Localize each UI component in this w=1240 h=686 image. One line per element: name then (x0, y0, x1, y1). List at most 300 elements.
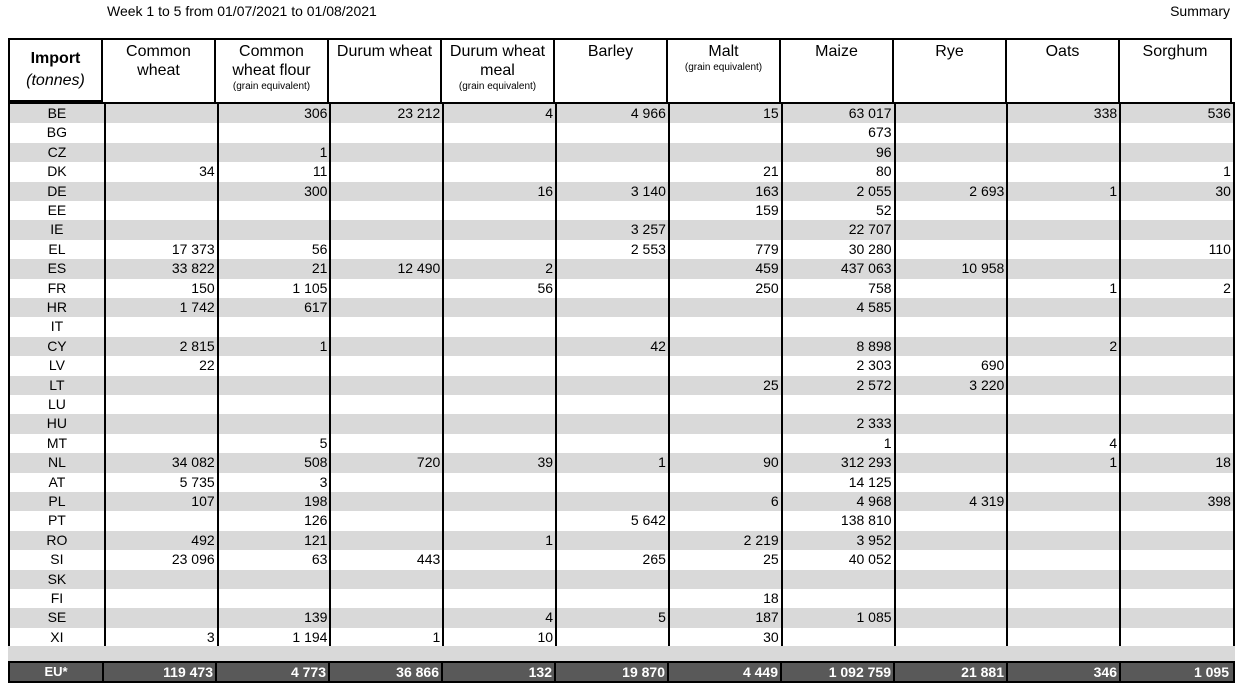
table-cell (1119, 143, 1233, 162)
table-cell (329, 608, 442, 627)
table-cell: 1 105 (217, 279, 330, 298)
table-cell: 30 280 (781, 240, 894, 259)
import-header-cell (8, 38, 101, 102)
table-cell: 1 194 (217, 628, 330, 647)
table-cell: 1 (329, 628, 442, 647)
table-row (10, 376, 1233, 395)
table-cell (555, 473, 668, 492)
country-code: MT (46, 434, 68, 451)
table-cell (555, 376, 668, 395)
table-cell (894, 279, 1007, 298)
table-cell (894, 473, 1007, 492)
total-cell: 1 092 759 (780, 663, 893, 681)
table-cell: 4 966 (555, 104, 668, 123)
table-cell (1119, 376, 1233, 395)
table-cell (329, 356, 442, 375)
summary-label: Summary (1170, 3, 1230, 19)
table-cell: 10 958 (894, 259, 1007, 278)
table-cell (555, 395, 668, 414)
table-cell (329, 279, 442, 298)
table-cell (1006, 628, 1119, 647)
table-separator (8, 646, 1235, 661)
table-cell: 3 140 (555, 182, 668, 201)
column-header (892, 38, 1005, 102)
country-code: NL (47, 454, 66, 471)
table-cell: 1 (442, 531, 555, 550)
table-cell: 2 (442, 259, 555, 278)
table-row (10, 550, 1233, 569)
table-cell: 198 (217, 492, 330, 511)
country-code: ES (47, 260, 67, 277)
table-cell: 1 (1006, 279, 1119, 298)
column-header-label: Common wheat (126, 43, 191, 79)
table-cell (104, 434, 217, 453)
table-cell (555, 356, 668, 375)
table-cell: 90 (668, 453, 781, 472)
table-cell (442, 395, 555, 414)
table-cell (1006, 414, 1119, 433)
table-cell: 617 (217, 298, 330, 317)
table-cell: 5 735 (104, 473, 217, 492)
table-cell: 10 (442, 628, 555, 647)
table-cell: 6 (668, 492, 781, 511)
table-row (10, 259, 1233, 278)
table-cell (1119, 414, 1233, 433)
table-cell: 3 (104, 628, 217, 647)
table-cell: 673 (781, 123, 894, 142)
table-cell (329, 570, 442, 589)
table-cell (329, 220, 442, 239)
table-cell: 159 (668, 201, 781, 220)
table-cell (1006, 240, 1119, 259)
table-cell: 34 082 (104, 453, 217, 472)
table-cell: 126 (217, 511, 330, 530)
table-cell (1006, 376, 1119, 395)
country-code: FI (50, 590, 64, 606)
column-header (440, 38, 553, 102)
table-cell (442, 434, 555, 453)
table-cell (1119, 201, 1233, 220)
table-cell: 250 (668, 279, 781, 298)
table-row (10, 240, 1233, 259)
table-cell (668, 317, 781, 336)
table-row (10, 220, 1233, 239)
table-row (10, 531, 1233, 550)
table-cell: 39 (442, 453, 555, 472)
table-cell (555, 298, 668, 317)
table-cell: 306 (217, 104, 330, 123)
table-cell: 17 373 (104, 240, 217, 259)
table-cell: 3 952 (781, 531, 894, 550)
table-cell: 30 (1119, 182, 1233, 201)
table-cell (329, 473, 442, 492)
table-cell (1119, 298, 1233, 317)
table-cell (217, 317, 330, 336)
table-cell (555, 259, 668, 278)
report-period: Week 1 to 5 from 01/07/2021 to 01/08/2021 (107, 3, 377, 19)
table-cell: 690 (894, 356, 1007, 375)
total-cell: 19 870 (554, 663, 667, 681)
table-row (10, 434, 1233, 453)
table-cell: 8 898 (781, 337, 894, 356)
table-cell: 1 (555, 453, 668, 472)
table-cell (555, 589, 668, 608)
table-cell (1119, 434, 1233, 453)
table-cell: 40 052 (781, 550, 894, 569)
country-code: IE (50, 221, 64, 238)
table-cell: 25 (668, 376, 781, 395)
table-cell (217, 356, 330, 375)
table-cell (894, 395, 1007, 414)
table-cell (104, 220, 217, 239)
table-cell (329, 531, 442, 550)
column-header-note: (grain equivalent) (232, 81, 311, 92)
data-table (8, 102, 1235, 646)
table-cell (781, 570, 894, 589)
table-cell (217, 220, 330, 239)
table-cell (217, 395, 330, 414)
table-cell (442, 356, 555, 375)
table-cell (104, 589, 217, 608)
table-cell: 4 (1006, 434, 1119, 453)
table-cell (1006, 317, 1119, 336)
table-cell (555, 201, 668, 220)
country-code: LT (49, 376, 65, 393)
table-cell (668, 473, 781, 492)
table-cell (894, 104, 1007, 123)
column-header-label: Oats (1045, 43, 1080, 60)
table-cell (668, 337, 781, 356)
table-row (10, 162, 1233, 181)
table-cell (442, 589, 555, 608)
table-cell (894, 511, 1007, 530)
table-cell: 2 303 (781, 356, 894, 375)
table-cell (668, 298, 781, 317)
table-cell (442, 414, 555, 433)
table-cell (555, 414, 668, 433)
table-cell: 2 (1119, 279, 1233, 298)
table-cell (1006, 143, 1119, 162)
country-code: HU (46, 415, 68, 432)
table-cell (1006, 395, 1119, 414)
table-cell: 312 293 (781, 453, 894, 472)
table-cell (894, 298, 1007, 317)
table-cell (442, 143, 555, 162)
table-cell (894, 162, 1007, 181)
table-cell: 34 (104, 162, 217, 181)
table-cell (329, 511, 442, 530)
table-row (10, 570, 1233, 589)
table-cell (329, 162, 442, 181)
table-cell: 25 (668, 550, 781, 569)
table-cell (668, 356, 781, 375)
column-header-label: Common wheat flour (232, 43, 311, 79)
table-cell (894, 143, 1007, 162)
table-cell: 4 968 (781, 492, 894, 511)
table-row (10, 143, 1233, 162)
table-cell: 42 (555, 337, 668, 356)
table-cell (555, 570, 668, 589)
table-cell: 2 815 (104, 337, 217, 356)
table-cell (668, 220, 781, 239)
total-label: EU* (44, 664, 68, 679)
table-cell: 5 642 (555, 511, 668, 530)
table-cell: 492 (104, 531, 217, 550)
table-cell: 150 (104, 279, 217, 298)
table-row (10, 453, 1233, 472)
table-row (10, 317, 1233, 336)
table-cell (442, 337, 555, 356)
table-cell (217, 123, 330, 142)
table-cell: 1 (217, 337, 330, 356)
table-cell (894, 453, 1007, 472)
table-row (10, 492, 1233, 511)
table-cell (781, 317, 894, 336)
column-header-label: Barley (587, 43, 634, 60)
table-cell: 63 (217, 550, 330, 569)
table-cell (1006, 298, 1119, 317)
table-cell (1119, 317, 1233, 336)
table-cell (668, 143, 781, 162)
table-cell: 56 (442, 279, 555, 298)
table-cell: 63 017 (781, 104, 894, 123)
table-cell (555, 123, 668, 142)
table-cell (329, 337, 442, 356)
column-header-label: Malt (708, 43, 739, 60)
table-cell (894, 123, 1007, 142)
table-cell (894, 240, 1007, 259)
table-cell (781, 628, 894, 647)
table-cell: 30 (668, 628, 781, 647)
table-cell (104, 201, 217, 220)
country-code: PT (47, 512, 66, 529)
table-cell (781, 589, 894, 608)
table-cell (217, 201, 330, 220)
table-cell (442, 201, 555, 220)
table-row (10, 356, 1233, 375)
table-cell (894, 201, 1007, 220)
table-cell: 12 490 (329, 259, 442, 278)
table-cell (668, 123, 781, 142)
total-cell: 21 881 (893, 663, 1006, 681)
table-cell (1119, 628, 1233, 647)
table-cell (1006, 511, 1119, 530)
table-cell: 2 553 (555, 240, 668, 259)
table-cell (1119, 395, 1233, 414)
table-row (10, 511, 1233, 530)
table-cell (1006, 162, 1119, 181)
table-row (10, 628, 1233, 647)
table-cell (1006, 123, 1119, 142)
table-cell (668, 434, 781, 453)
table-cell: 56 (217, 240, 330, 259)
country-code: AT (48, 473, 66, 490)
table-row (10, 104, 1233, 123)
table-cell (329, 240, 442, 259)
country-code: RO (46, 531, 68, 548)
table-cell (894, 531, 1007, 550)
table-cell (1006, 220, 1119, 239)
table-cell: 1 (1119, 162, 1233, 181)
table-cell (442, 317, 555, 336)
table-cell: 2 572 (781, 376, 894, 395)
table-cell (555, 143, 668, 162)
country-code: LV (48, 357, 65, 374)
table-cell: 3 257 (555, 220, 668, 239)
total-cell: 346 (1006, 663, 1119, 681)
table-cell: 18 (1119, 453, 1233, 472)
table-cell (104, 104, 217, 123)
table-cell: 96 (781, 143, 894, 162)
table-cell (1119, 550, 1233, 569)
table-cell: 23 212 (329, 104, 442, 123)
table-cell: 459 (668, 259, 781, 278)
table-cell (1006, 492, 1119, 511)
table-row (10, 298, 1233, 317)
table-cell: 80 (781, 162, 894, 181)
country-code: CY (47, 337, 67, 354)
table-cell (668, 395, 781, 414)
table-row (10, 201, 1233, 220)
country-code: XI (50, 628, 64, 645)
column-header (327, 38, 440, 102)
table-cell (894, 628, 1007, 647)
country-code: EL (48, 240, 66, 257)
column-header (553, 38, 666, 102)
table-row (10, 337, 1233, 356)
table-row (10, 608, 1233, 627)
import-title: Import (30, 50, 81, 67)
table-cell (329, 395, 442, 414)
column-header (666, 38, 779, 102)
country-code: LU (47, 396, 66, 412)
table-cell (668, 511, 781, 530)
table-cell (329, 414, 442, 433)
table-cell (104, 608, 217, 627)
table-cell (442, 473, 555, 492)
column-header-label: Sorghum (1142, 43, 1208, 60)
table-cell (329, 376, 442, 395)
table-cell (1006, 259, 1119, 278)
table-cell (329, 201, 442, 220)
table-cell: 163 (668, 182, 781, 201)
table-cell: 2 333 (781, 414, 894, 433)
table-cell (442, 376, 555, 395)
table-cell: 23 096 (104, 550, 217, 569)
column-header (1005, 38, 1118, 102)
table-cell (1119, 570, 1233, 589)
country-code: IT (50, 318, 64, 335)
country-code: HR (46, 299, 68, 315)
country-code: DE (47, 182, 67, 199)
table-cell (329, 298, 442, 317)
table-cell: 187 (668, 608, 781, 627)
table-cell (894, 317, 1007, 336)
table-cell (668, 570, 781, 589)
table-cell: 443 (329, 550, 442, 569)
table-cell (104, 395, 217, 414)
country-code: PL (48, 493, 66, 509)
table-cell: 1 085 (781, 608, 894, 627)
table-cell: 2 (1006, 337, 1119, 356)
table-cell (329, 317, 442, 336)
country-code: DK (47, 163, 67, 180)
table-cell (894, 434, 1007, 453)
table-cell: 138 810 (781, 511, 894, 530)
table-cell (1119, 220, 1233, 239)
table-cell: 437 063 (781, 259, 894, 278)
table-row (10, 414, 1233, 433)
table-row (10, 589, 1233, 608)
country-code: BG (46, 124, 68, 141)
table-cell: 107 (104, 492, 217, 511)
table-cell: 1 (1006, 453, 1119, 472)
table-cell (1006, 356, 1119, 375)
column-header-note: (grain equivalent) (684, 62, 763, 73)
country-code: SE (47, 609, 67, 626)
table-cell (217, 376, 330, 395)
table-cell: 4 (442, 608, 555, 627)
table-cell (217, 589, 330, 608)
table-cell: 5 (555, 608, 668, 627)
table-cell: 18 (668, 589, 781, 608)
table-cell (894, 570, 1007, 589)
column-header (1118, 38, 1232, 102)
column-header-label: Durum wheat meal (449, 43, 546, 79)
table-cell (894, 550, 1007, 569)
table-cell (894, 337, 1007, 356)
table-cell (1119, 123, 1233, 142)
column-header (779, 38, 892, 102)
total-cell: 119 473 (102, 663, 215, 681)
table-cell (555, 492, 668, 511)
table-cell (555, 162, 668, 181)
import-unit: (tonnes) (26, 72, 85, 89)
table-cell (894, 608, 1007, 627)
table-cell: 2 055 (781, 182, 894, 201)
table-cell: 33 822 (104, 259, 217, 278)
table-cell (1006, 473, 1119, 492)
table-cell (217, 414, 330, 433)
table-cell (217, 570, 330, 589)
table-cell (442, 162, 555, 181)
table-cell: 779 (668, 240, 781, 259)
table-cell (329, 182, 442, 201)
table-cell (442, 492, 555, 511)
table-cell: 2 693 (894, 182, 1007, 201)
country-code: FR (47, 279, 67, 296)
table-cell: 21 (217, 259, 330, 278)
table-cell: 720 (329, 453, 442, 472)
table-cell: 2 219 (668, 531, 781, 550)
table-row (10, 395, 1233, 414)
table-cell (1006, 608, 1119, 627)
table-cell (894, 220, 1007, 239)
table-cell: 1 (217, 143, 330, 162)
table-cell: 139 (217, 608, 330, 627)
table-cell: 1 (1006, 182, 1119, 201)
table-cell: 5 (217, 434, 330, 453)
table-cell (1006, 570, 1119, 589)
table-cell (442, 220, 555, 239)
column-header-label: Rye (935, 43, 964, 60)
table-cell (104, 414, 217, 433)
total-cell: 4 449 (667, 663, 780, 681)
column-header (101, 38, 214, 102)
table-cell: 265 (555, 550, 668, 569)
table-cell (329, 492, 442, 511)
column-header-label: Durum wheat (336, 43, 433, 60)
